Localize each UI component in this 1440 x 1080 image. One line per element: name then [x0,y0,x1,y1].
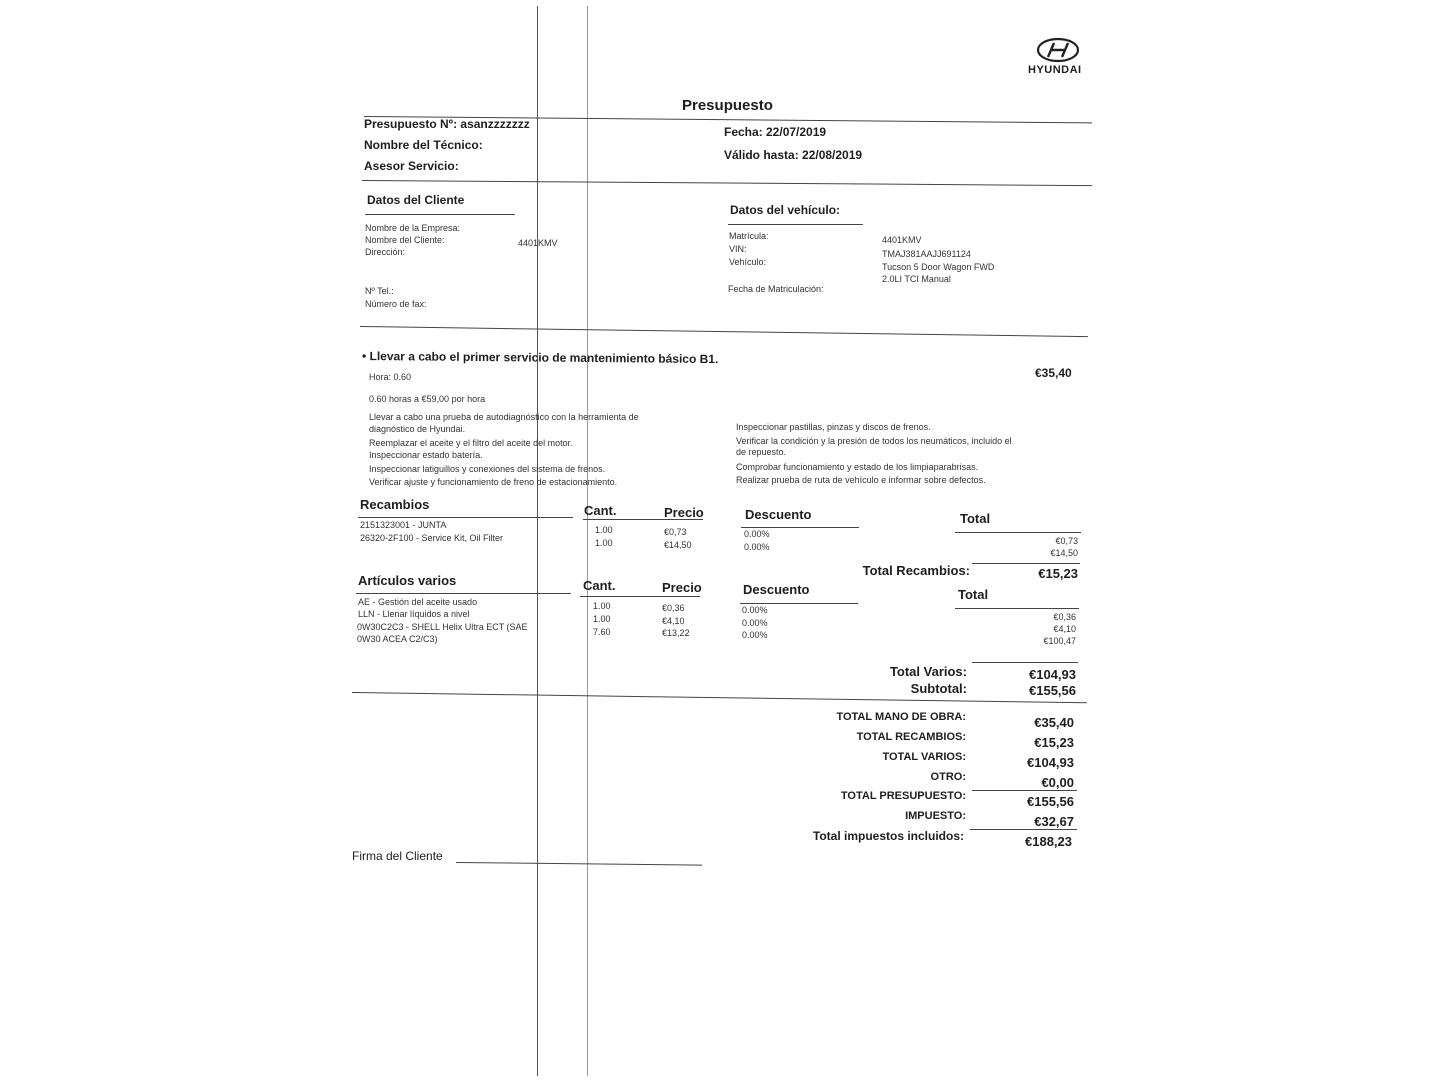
logo-wordmark: HYUNDAI [1028,64,1082,76]
vehicle-section-title: Datos del vehículo: [730,203,841,217]
hyundai-logo [1026,36,1090,80]
divider [356,593,571,594]
part-discount: 0.00% [744,529,770,539]
advisor-label: Asesor Servicio: [364,159,459,173]
part-total: €0,73 [1055,536,1078,546]
task-left: Inspeccionar estado batería. [369,450,483,460]
divider [955,532,1081,533]
summary-label: TOTAL PRESUPUESTO: [840,790,966,802]
fax-label: Número de fax: [365,299,427,309]
divider [972,662,1078,663]
technician-label: Nombre del Técnico: [364,138,483,152]
summary-label: OTRO: [930,771,966,783]
misc-col-total: Total [958,587,989,602]
summary-label: TOTAL VARIOS: [882,751,966,763]
misc-price: €4,10 [662,616,685,626]
address-label: Dirección: [365,247,406,257]
divider [970,829,1077,830]
misc-description-cont: 0W30 ACEA C2/C3) [357,634,438,644]
phone-label: Nº Tel.: [365,286,394,296]
misc-quantity: 7.60 [593,627,611,637]
summary-value: €15,23 [1034,735,1074,750]
divider [728,224,863,225]
divider [972,563,1080,564]
service-price: €35,40 [1035,366,1072,380]
misc-price: €13,22 [662,628,690,638]
parts-section-title: Recambios [360,497,430,512]
plate-label: Matrícula: [729,231,769,241]
divider [360,326,1088,337]
misc-col-price: Precio [662,580,702,595]
part-total: €14,50 [1050,548,1078,558]
vehicle-value-2: 2.0LI TCI Manual [882,274,951,284]
task-right: Inspeccionar pastillas, pinzas y discos de frenos. [736,422,931,432]
subtotal-label: Subtotal: [910,681,967,696]
misc-discount: 0.00% [742,618,768,628]
service-rate: 0.60 horas a €59,00 por hora [369,394,486,404]
summary-value: €155,56 [1027,794,1074,809]
date-field: Fecha: 22/07/2019 [724,125,827,139]
vehicle-label: Vehículo: [729,257,767,267]
part-price: €14,50 [664,540,692,550]
divider [580,596,700,597]
summary-label: TOTAL RECAMBIOS: [856,731,966,743]
misc-quantity: 1.00 [593,614,611,624]
divider [740,603,858,604]
misc-price: €0,36 [662,603,685,613]
task-left: Reemplazar el aceite y el filtro del aceite del motor. [369,438,573,448]
misc-total-value: €104,93 [1029,667,1076,682]
misc-description: 0W30C2C3 - SHELL Helix Ultra ECT (SAE [357,622,528,632]
vin-value: TMAJ381AAJJ691124 [882,249,971,259]
vin-label: VIN: [729,244,747,254]
signature-line [456,862,702,866]
parts-col-total: Total [960,511,991,526]
client-section-title: Datos del Cliente [367,193,465,207]
divider [352,692,1087,703]
summary-value: €35,40 [1034,715,1074,730]
task-left: diagnóstico de Hyundai. [369,424,466,434]
part-quantity: 1.00 [595,525,613,535]
divider [362,180,1092,186]
divider [972,790,1077,791]
part-price: €0,73 [664,527,687,537]
client-name-label: Nombre del Cliente: [365,235,445,245]
part-description: 2151323001 - JUNTA [360,520,447,530]
plate-value: 4401KMV [882,235,922,245]
subtotal-value: €155,56 [1029,683,1076,698]
service-hours: Hora: 0.60 [369,372,412,382]
part-discount: 0.00% [744,542,770,552]
task-right: Realizar prueba de ruta de vehículo e informar sobre defectos. [736,475,986,485]
divider [365,214,515,215]
part-quantity: 1.00 [595,538,613,548]
divider [741,527,859,528]
page-title: Presupuesto [682,97,773,114]
valid-until-field: Válido hasta: 22/08/2019 [724,148,863,162]
misc-total-label: Total Varios: [889,664,967,679]
task-left: Verificar ajuste y funcionamiento de freno de estacionamiento. [369,477,618,487]
parts-col-price: Precio [664,505,704,520]
parts-total-label: Total Recambios: [862,563,970,578]
parts-col-discount: Descuento [745,507,812,522]
task-right: Comprobar funcionamiento y estado de los limpiaparabrisas. [736,462,979,472]
task-left: Inspeccionar latiguillos y conexiones del sistema de frenos. [369,464,606,474]
presupuesto-number: Presupuesto Nº: asanzzzzzzz [364,117,530,131]
scan-artifact-line [537,6,538,1076]
summary-label: IMPUESTO: [905,810,966,822]
misc-col-discount: Descuento [743,582,810,597]
misc-total: €4,10 [1053,624,1076,634]
task-left: Llevar a cabo una prueba de autodiagnóstico con la herramienta de [369,412,639,422]
parts-total-value: €15,23 [1038,566,1078,581]
summary-value: €104,93 [1027,755,1074,770]
misc-description: LLN - Llenar líquidos a nivel [358,609,470,619]
summary-label: Total impuestos incluidos: [812,829,964,843]
misc-total: €0,36 [1053,612,1076,622]
misc-section-title: Artículos varios [358,573,457,588]
divider [583,519,703,520]
summary-value: €32,67 [1034,814,1074,829]
divider [358,517,573,518]
summary-value: €188,23 [1025,834,1072,849]
misc-col-qty: Cant. [583,578,616,593]
parts-col-qty: Cant. [584,503,617,518]
client-name-value: 4401KMV [518,238,558,248]
service-title: • Llevar a cabo el primer servicio de mantenimiento básico B1. [361,349,719,367]
scan-artifact-line [587,6,588,1076]
signature-label: Firma del Cliente [352,849,443,863]
misc-quantity: 1.00 [593,601,611,611]
misc-discount: 0.00% [742,605,768,615]
misc-description: AE - Gestión del aceite usado [358,597,478,607]
company-label: Nombre de la Empresa: [365,223,461,233]
task-right: de repuesto. [736,447,787,457]
misc-discount: 0.00% [742,630,768,640]
summary-label: TOTAL MANO DE OBRA: [836,711,966,723]
misc-total: €100,47 [1043,636,1076,646]
task-right: Verificar la condición y la presión de todos los neumáticos, incluido el [736,436,1012,446]
part-description: 26320-2F100 - Service Kit, Oil Filter [360,533,504,543]
summary-value: €0,00 [1041,775,1074,790]
registration-date-label: Fecha de Matriculación: [728,284,824,294]
vehicle-value-1: Tucson 5 Door Wagon FWD [882,262,995,272]
divider [955,608,1079,609]
